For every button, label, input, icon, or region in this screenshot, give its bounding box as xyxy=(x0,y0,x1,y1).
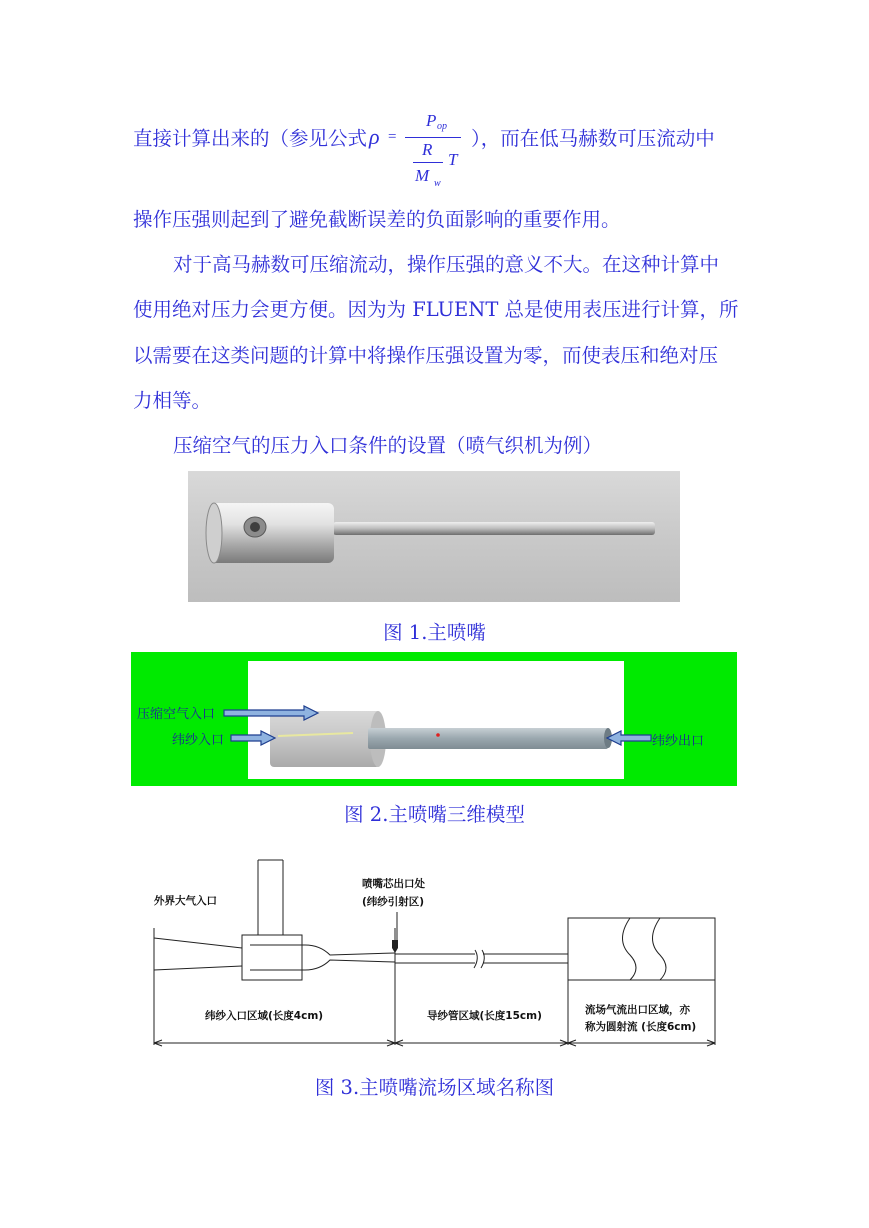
fraction-bar xyxy=(405,137,461,138)
formula-R: R xyxy=(422,140,433,159)
arrow-right-icon xyxy=(229,730,279,746)
label-zone-outlet-2: 称为圆射流 (长度6cm) xyxy=(585,1021,697,1033)
arrow-left-icon xyxy=(603,730,653,746)
inner-fraction-bar xyxy=(413,162,443,163)
paragraph-line: 力相等。 xyxy=(133,389,212,412)
figure-1-caption: 图 1.主喷嘴 xyxy=(383,621,486,644)
paragraph-line: 压缩空气的压力入口条件的设置（喷气织机为例） xyxy=(173,434,603,457)
label-yarn-outlet: 纬纱出口 xyxy=(652,734,705,749)
formula-equals: = xyxy=(388,129,397,145)
formula-w-subscript: w xyxy=(434,178,441,189)
label-ambient-inlet: 外界大气入口 xyxy=(154,895,217,907)
formula-op-subscript: op xyxy=(437,121,447,132)
label-compressed-air-inlet: 压缩空气入口 xyxy=(137,707,216,722)
flow-zone-diagram xyxy=(130,850,740,1060)
label-yarn-inlet: 纬纱入口 xyxy=(172,733,225,748)
arrow-right-icon xyxy=(222,705,322,721)
nozzle-photo-drawing xyxy=(188,471,680,602)
label-core-exit-2: (纬纱引射区) xyxy=(362,896,425,908)
paragraph-line: 对于高马赫数可压缩流动，操作压强的意义不大。在这种计算中 xyxy=(173,253,720,276)
figure-2-caption: 图 2.主喷嘴三维模型 xyxy=(344,803,525,826)
paragraph-line: 以需要在这类问题的计算中将操作压强设置为零，而使表压和绝对压 xyxy=(133,344,719,367)
paragraph-text: ），而在低马赫数可压流动中 xyxy=(471,127,715,150)
formula-P: P xyxy=(426,111,437,130)
formula-rho: ρ xyxy=(369,124,380,149)
paragraph-text: 直接计算出来的（参见公式 xyxy=(133,127,368,150)
label-zone-guide: 导纱管区域(长度15cm) xyxy=(427,1010,542,1022)
paragraph-line xyxy=(471,127,715,151)
flow-zone-drawing xyxy=(130,850,740,1060)
label-core-exit-1: 喷嘴芯出口处 xyxy=(362,878,425,890)
formula-T: T xyxy=(448,150,458,169)
formula-M: M xyxy=(415,166,430,185)
paragraph-line: 操作压强则起到了避免截断误差的负面影响的重要作用。 xyxy=(133,208,621,231)
figure-3-caption: 图 3.主喷嘴流场区域名称图 xyxy=(314,1076,555,1099)
label-zone-outlet-1: 流场气流出口区域，亦 xyxy=(585,1004,690,1016)
paragraph-line: 使用绝对压力会更方便。因为为 FLUENT 总是使用表压进行计算，所 xyxy=(133,298,739,321)
nozzle-photo xyxy=(188,471,680,602)
paragraph-line xyxy=(133,127,367,151)
label-zone-inlet: 纬纱入口区域(长度4cm) xyxy=(205,1010,324,1022)
